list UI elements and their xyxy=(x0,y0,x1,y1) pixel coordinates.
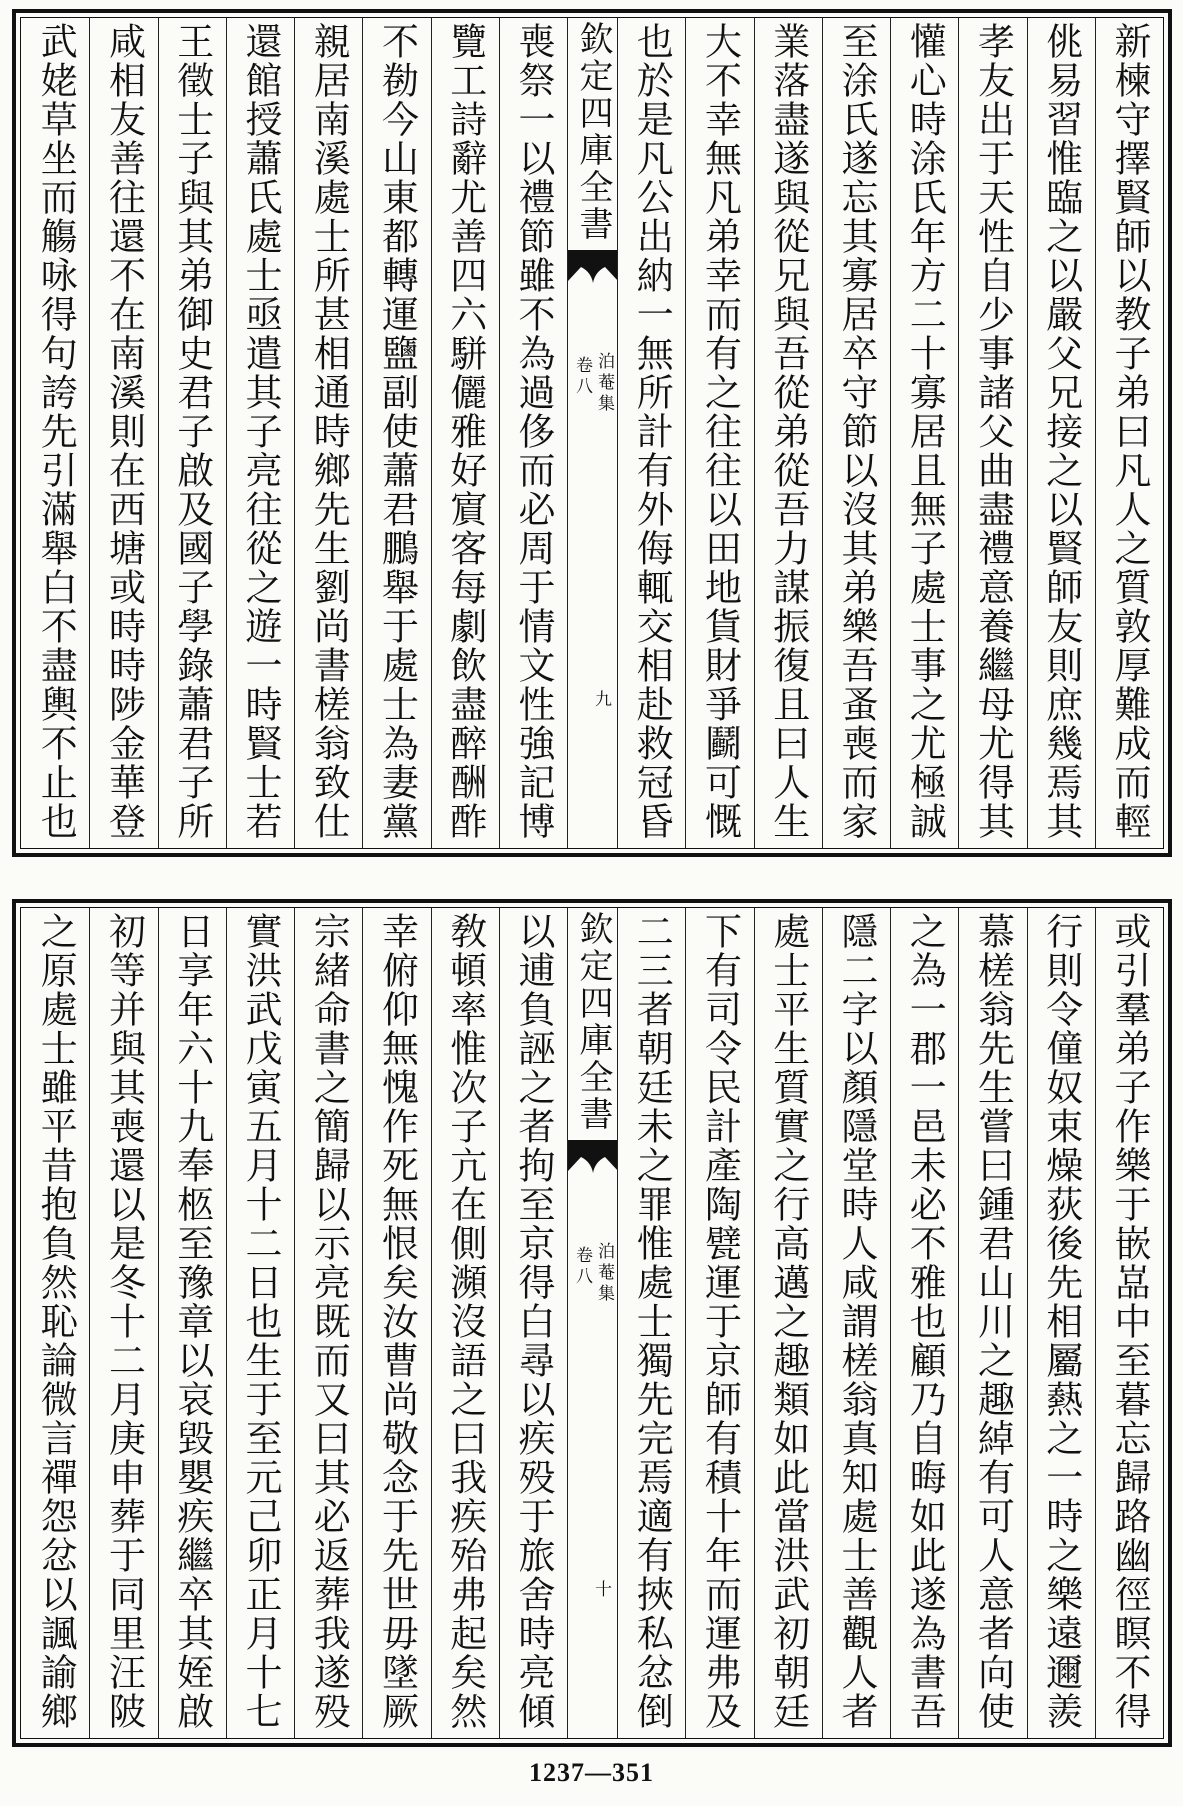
text-column: 業落盡遂與從兄與吾從弟從吾力謀振復且曰人生 xyxy=(754,18,822,848)
text-column: 佻易習惟臨之以嚴父兄接之以賢師友則庶幾焉其 xyxy=(1027,18,1095,848)
center-title: 欽定四庫全書 xyxy=(573,21,613,243)
page-number: 十 xyxy=(595,1580,612,1600)
text-column: 實洪武戊寅五月十二日也生于至元己卯正月十七 xyxy=(226,908,294,1738)
text-column: 懽心時涂氏年方二十寡居且無子處士事之尤極誠 xyxy=(890,18,958,848)
page-panel-top xyxy=(12,9,1172,857)
text-column: 覽工詩辭尤善四六駢儷雅好賔客每劇飲盡醉酬酢 xyxy=(431,18,499,848)
footer-page-code: 1237—351 xyxy=(529,1758,654,1787)
text-grid xyxy=(20,907,1164,1739)
text-column: 咸相友善往還不在南溪則在西塘或時時陟金華登 xyxy=(89,18,157,848)
text-column: 至涂氏遂忘其寡居卒守節以沒其弟樂吾蚤喪而家 xyxy=(822,18,890,848)
book-title: 泊菴集 xyxy=(594,1242,614,1305)
text-column: 以逋負誣之者拘至京得白尋以疾殁于旅舍時亮傾 xyxy=(499,908,567,1738)
text-column: 或引羣弟子作樂于嵌嵓中至暮忘歸路幽徑瞑不得 xyxy=(1095,908,1163,1738)
center-column xyxy=(567,18,617,848)
text-column: 也於是凡公出納一無所計有外侮輒交相赴救冠昏 xyxy=(617,18,685,848)
text-column: 日享年六十九奉柩至豫章以哀毀嬰疾繼卒其姪啟 xyxy=(158,908,226,1738)
text-column: 新楝守擇賢師以教子弟曰凡人之質敦厚難成而輕 xyxy=(1095,18,1163,848)
fishtail-mark-icon xyxy=(568,1140,617,1174)
center-title: 欽定四庫全書 xyxy=(573,911,613,1133)
text-column: 慕槎翁先生嘗曰鍾君山川之趣綽有可人意者向使 xyxy=(958,908,1026,1738)
text-column: 大不幸無凡弟幸而有之往往以田地貨財爭鬬可慨 xyxy=(685,18,753,848)
text-column: 行則令僮奴束燥荻後先相屬爇之一時之樂遠邇羨 xyxy=(1027,908,1095,1738)
page-number: 九 xyxy=(595,690,612,710)
volume-label: 卷八 xyxy=(572,1246,592,1288)
center-column xyxy=(567,908,617,1738)
text-column: 親居南溪處士所甚相通時鄉先生劉尚書槎翁致仕 xyxy=(294,18,362,848)
text-column: 隱二字以顏隱堂時人咸謂槎翁真知處士善觀人者 xyxy=(822,908,890,1738)
text-column: 下有司令民計產陶甓運于京師有積十年而運弗及 xyxy=(685,908,753,1738)
text-column: 武姥草坐而觴咏得句誇先引滿舉白不盡輿不止也 xyxy=(34,22,78,841)
text-grid xyxy=(20,17,1164,849)
page-panel-bottom xyxy=(12,899,1172,1747)
text-column: 處士平生質實之行高邁之趣類如此當洪武初朝廷 xyxy=(754,908,822,1738)
text-column: 還館授蕭氏處士亟遣其子亮往從之遊一時賢士若 xyxy=(226,18,294,848)
text-column: 初等并與其喪還以是冬十二月庚申葬于同里汪陂 xyxy=(89,908,157,1738)
text-column: 二三者朝廷未之罪惟處士獨先完焉適有挾私忿倒 xyxy=(617,908,685,1738)
text-column: 幸俯仰無愧作死無恨矣汝曹尚敬念于先世毋墜厥 xyxy=(362,908,430,1738)
text-column: 之為一郡一邑未必不雅也顧乃自晦如此遂為書吾 xyxy=(890,908,958,1738)
text-column: 宗緒命書之簡歸以示亮既而又曰其必返葬我遂殁 xyxy=(294,908,362,1738)
volume-label: 卷八 xyxy=(572,356,592,398)
text-column: 之原處士雖平昔抱負然恥論微言禪怨忿以諷諭鄉 xyxy=(34,912,78,1731)
text-column: 孝友出于天性自少事諸父曲盡禮意養繼母尤得其 xyxy=(958,18,1026,848)
text-column: 喪祭一以禮節雖不為過侈而必周于情文性強記博 xyxy=(499,18,567,848)
text-column: 王徵士子與其弟御史君子啟及國子學錄蕭君子所 xyxy=(158,18,226,848)
text-column: 不勌今山東都轉運鹽副使蕭君鵬舉于處士為妻黨 xyxy=(362,18,430,848)
text-column: 敎頓率惟次子亢在側瀕沒語之曰我疾殆弗起矣然 xyxy=(431,908,499,1738)
fishtail-mark-icon xyxy=(568,250,617,284)
book-title: 泊菴集 xyxy=(594,352,614,415)
